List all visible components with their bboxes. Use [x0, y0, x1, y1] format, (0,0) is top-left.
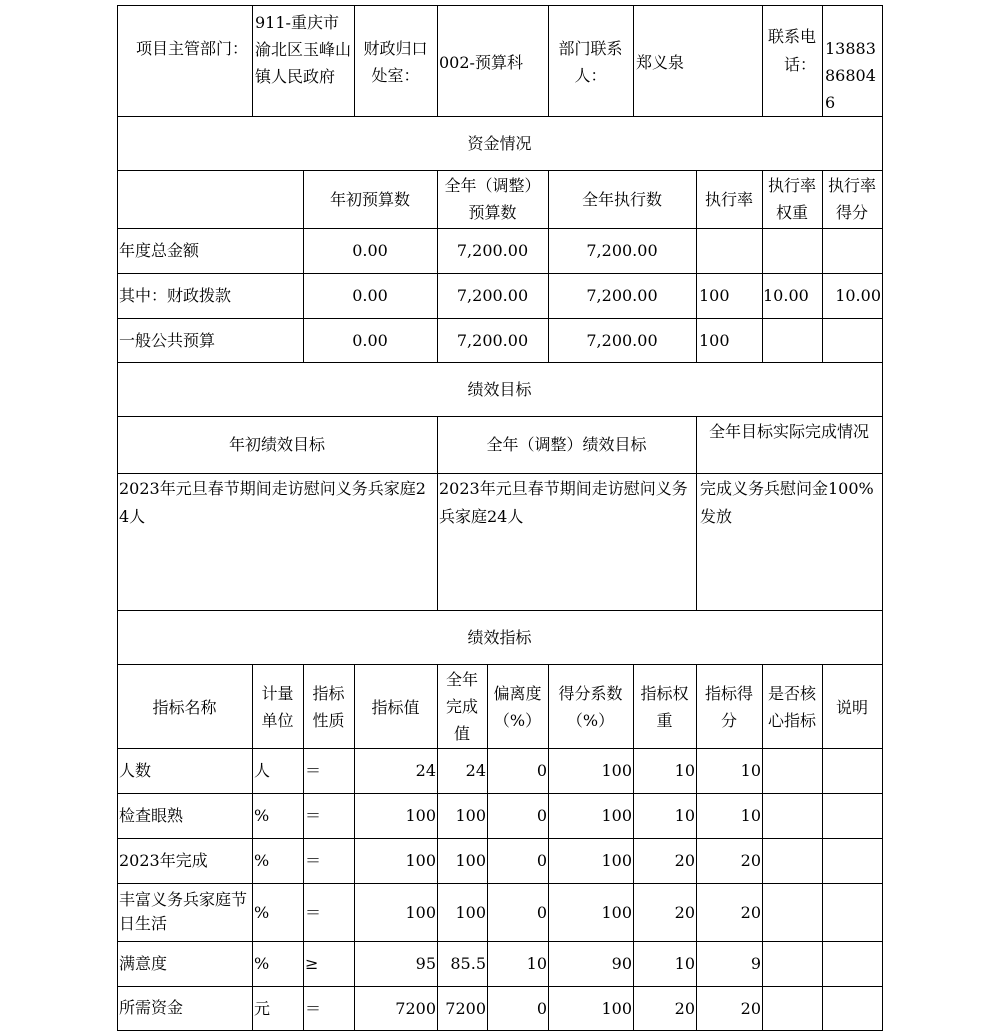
indicator-nature-value: ＝	[305, 761, 322, 780]
indicator-nature-value: ＝	[305, 998, 322, 1018]
funds-column-header: 全年（调整）预算数	[444, 176, 541, 222]
indicator-nature-value: ＝	[305, 806, 322, 825]
indicator-name-value: 丰富义务兵家庭节日生活	[119, 890, 248, 933]
grid-line	[117, 1030, 883, 1031]
indicator-coef-value: 100	[601, 806, 632, 825]
funds-row-label: 年度总金额	[119, 241, 200, 260]
goals-actual-header: 全年目标实际完成情况	[708, 422, 869, 441]
funds-initial-value: 0.00	[352, 330, 388, 350]
funds-adjusted-value: 7,200.00	[456, 330, 529, 350]
indicator-column-header: 得分系数（%）	[558, 684, 623, 730]
grid-line	[633, 5, 634, 117]
indicator-coef-value: 90	[611, 954, 632, 973]
grid-line	[117, 5, 883, 6]
indicator-column-header: 指标名称	[152, 698, 217, 717]
grid-line	[252, 5, 253, 117]
grid-line	[696, 416, 697, 611]
indicator-deviation-value: 10	[526, 954, 547, 973]
indicator-target-value: 100	[405, 851, 436, 870]
funds-row-label: 其中：财政拨款	[119, 286, 232, 305]
grid-line	[303, 170, 304, 363]
grid-line	[117, 664, 883, 665]
funds-initial-value: 0.00	[352, 241, 388, 260]
indicator-core-value	[764, 793, 820, 838]
indicator-note-value	[824, 793, 880, 838]
indicator-target-value: 95	[415, 954, 436, 973]
indicator-column-header: 计量单位	[261, 684, 294, 730]
grid-line	[437, 5, 438, 117]
funds-weight-value	[763, 228, 821, 273]
grid-line	[548, 170, 549, 363]
indicator-column-header: 说明	[835, 698, 868, 717]
indicator-column-header: 全年完成值	[445, 670, 478, 743]
indicator-deviation-value: 0	[536, 806, 547, 825]
indicator-unit-value: %	[254, 851, 270, 870]
goals-initial-text: 2023年元旦春节期间走访慰问义务兵家庭24人	[119, 479, 426, 526]
dept-label: 项目主管部门：	[135, 39, 248, 58]
funds-initial-value: 0.00	[352, 286, 388, 305]
finance-label: 财政归口处室：	[363, 39, 428, 85]
indicator-unit-value: %	[254, 954, 270, 973]
indicator-completed-value: 100	[455, 806, 486, 825]
funds-executed-value: 7,200.00	[586, 241, 658, 260]
indicator-completed-value: 100	[455, 851, 486, 870]
indicator-unit-value: %	[254, 806, 270, 825]
funds-weight-value	[763, 318, 821, 362]
indicator-note-value	[824, 941, 880, 986]
indicator-completed-value: 24	[465, 761, 486, 780]
funds-score-value: 10.00	[835, 286, 881, 305]
grid-line	[548, 5, 549, 117]
grid-line	[252, 664, 253, 1031]
indicator-nature-value: ＝	[305, 851, 322, 870]
indicator-name-value: 人数	[119, 760, 152, 780]
funds-rate-value: 100	[699, 286, 730, 305]
indicator-score-value: 10	[740, 806, 761, 825]
indicator-weight-value: 20	[674, 998, 695, 1018]
funds-section-title: 资金情况	[467, 133, 532, 153]
indicator-deviation-value: 0	[536, 998, 547, 1018]
indicator-unit-value: %	[254, 902, 270, 922]
indicator-nature-value: ＝	[305, 902, 322, 922]
funds-score-value	[823, 228, 881, 273]
phone-value: 13883868046	[825, 39, 876, 112]
grid-line	[822, 5, 823, 117]
grid-line	[303, 664, 304, 1031]
indicator-completed-value: 85.5	[450, 954, 486, 973]
funds-column-header: 执行率权重	[767, 176, 816, 222]
indicator-column-header: 偏离度（%）	[493, 684, 542, 730]
indicator-weight-value: 10	[674, 954, 695, 973]
contact-value: 郑义泉	[636, 53, 685, 72]
indicator-column-header: 指标性质	[312, 684, 345, 730]
indicator-completed-value: 100	[455, 902, 486, 922]
indicator-completed-value: 7200	[445, 998, 486, 1018]
indicator-score-value: 10	[740, 761, 761, 780]
indicator-core-value	[764, 838, 820, 883]
grid-line	[117, 5, 118, 1031]
indicator-weight-value: 20	[674, 851, 695, 870]
indicator-note-value	[824, 883, 880, 941]
indicator-core-value	[764, 748, 820, 793]
grid-line	[882, 5, 883, 1031]
grid-line	[437, 416, 438, 611]
funds-column-header: 年初预算数	[329, 189, 410, 209]
funds-column-header: 执行率	[704, 189, 753, 209]
funds-rate-value: 100	[699, 330, 730, 350]
indicator-column-header: 是否核心指标	[767, 684, 816, 730]
indicator-column-header: 指标值	[371, 698, 420, 717]
indicator-target-value: 100	[405, 806, 436, 825]
indicator-score-value: 9	[750, 954, 761, 973]
funds-adjusted-value: 7,200.00	[456, 241, 529, 260]
finance-value: 002-预算科	[439, 53, 523, 72]
indicator-note-value	[824, 986, 880, 1030]
funds-score-value	[823, 318, 881, 362]
indicator-coef-value: 100	[601, 902, 632, 922]
indicators-section-title: 绩效指标	[467, 627, 532, 647]
indicator-deviation-value: 0	[536, 851, 547, 870]
indicator-deviation-value: 0	[536, 761, 547, 780]
indicator-score-value: 20	[740, 851, 761, 870]
funds-column-header: 执行率得分	[827, 176, 876, 222]
indicator-name-value: 检查眼熟	[119, 805, 184, 825]
indicator-coef-value: 100	[601, 761, 632, 780]
indicator-note-value	[824, 748, 880, 793]
indicator-core-value	[764, 986, 820, 1030]
indicator-target-value: 7200	[395, 998, 436, 1018]
indicator-core-value	[764, 941, 820, 986]
dept-value: 911-重庆市渝北区玉峰山镇人民政府	[255, 13, 352, 86]
phone-label: 联系电话：	[768, 27, 817, 74]
indicator-weight-value: 10	[674, 761, 695, 780]
grid-line	[762, 664, 763, 1031]
indicator-nature-value: ≥	[305, 954, 319, 973]
goals-adjusted-text: 2023年元旦春节期间走访慰问义务兵家庭24人	[439, 479, 688, 526]
indicator-note-value	[824, 838, 880, 883]
grid-line	[822, 664, 823, 1031]
funds-weight-value: 10.00	[763, 286, 809, 305]
indicator-name-value: 2023年完成	[119, 850, 208, 870]
indicator-weight-value: 20	[674, 902, 695, 922]
indicator-target-value: 24	[415, 761, 436, 780]
indicator-deviation-value: 0	[536, 902, 547, 922]
funds-executed-value: 7,200.00	[586, 286, 658, 305]
indicator-weight-value: 10	[674, 806, 695, 825]
indicator-target-value: 100	[405, 902, 436, 922]
indicator-unit-value: 元	[254, 998, 271, 1018]
contact-label: 部门联系人：	[558, 39, 623, 85]
grid-line	[117, 473, 883, 474]
funds-column-header: 全年执行数	[581, 189, 662, 209]
grid-line	[762, 5, 763, 117]
funds-rate-value	[699, 228, 759, 273]
indicator-coef-value: 100	[601, 851, 632, 870]
indicator-name-value: 所需资金	[119, 998, 184, 1017]
indicator-column-header: 指标权重	[640, 684, 689, 730]
indicator-unit-value: 人	[254, 761, 271, 780]
funds-adjusted-value: 7,200.00	[456, 286, 529, 305]
indicator-score-value: 20	[740, 998, 761, 1018]
goals-initial-header: 年初绩效目标	[228, 435, 325, 454]
grid-line	[696, 170, 697, 363]
indicator-score-value: 20	[740, 902, 761, 922]
funds-executed-value: 7,200.00	[586, 330, 658, 350]
indicator-name-value: 满意度	[119, 953, 168, 973]
goals-adjusted-header: 全年（调整）绩效目标	[486, 435, 647, 454]
grid-line	[354, 5, 355, 117]
grid-line	[437, 170, 438, 363]
funds-row-label: 一般公共预算	[119, 330, 216, 350]
indicator-column-header: 指标得分	[704, 684, 753, 730]
indicator-coef-value: 100	[601, 998, 632, 1018]
indicator-core-value	[764, 883, 820, 941]
goals-section-title: 绩效目标	[467, 379, 532, 399]
goals-actual-text: 完成义务兵慰问金100%发放	[700, 479, 874, 526]
